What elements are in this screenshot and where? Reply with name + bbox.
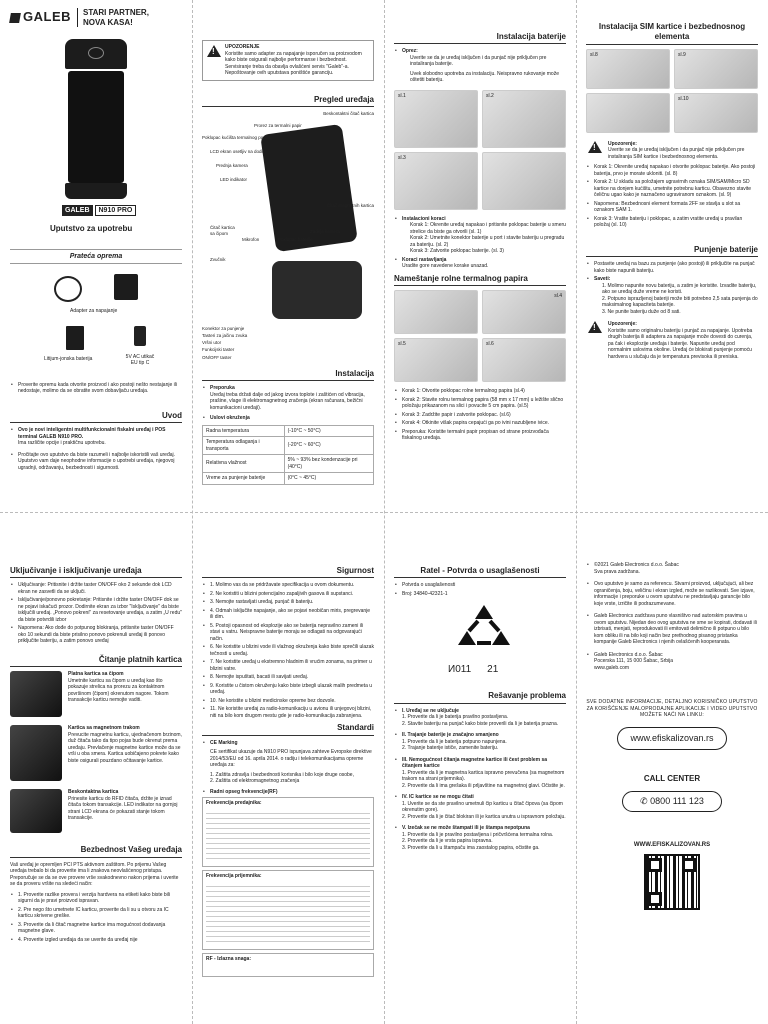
card-name: Kartica sa magnetnom trakom [68, 725, 140, 732]
sim-title: Instalacija SIM kartice i bezbednosnog elementa [586, 22, 758, 45]
efiskalizovan-link[interactable]: www.efiskalizovan.rs [617, 727, 727, 751]
safety-item: • 3. Nemojte rastavljati uređaj, punjač ili bateriju. [202, 599, 374, 606]
label-5: LED indikator [220, 176, 248, 182]
power-item: • Uključivanje: Pritisnite i držite taster ON/OFF oko 2 sekunde dok LCD ekran ne zasvetli da se uključi. [10, 582, 182, 595]
paper-note: • Preporuka: Koristite termalni papir propisan od strane proizvođača fiskalnog uređaja. [394, 429, 566, 442]
trouble-group [394, 708, 566, 728]
safety-item: • 4. Odmah isključite napajanje, ako se pojavi neobičan miris, pregrevanje ili dim. [202, 608, 374, 621]
fig-label: sl.5 [398, 341, 406, 348]
plug-image [134, 326, 146, 346]
charging-tip: 1. Molimo napunite novu bateriju, a zatim je koristite. Izvadite bateriju, ako se uređaj duže vreme ne koristi. [602, 282, 757, 296]
trouble-item: 2. Trajanje baterije ističe, zamenite bateriju. [402, 745, 499, 752]
card-item [10, 725, 182, 781]
model-prefix: GALEB [62, 205, 93, 216]
ce-text: CE sertifikat ukazuje da N910 PRO ispunjava zahteve Evropske direktive 2014/53/EU od 16. aprila 2014. o radiju i telekomunikacijama opreme uređaja za: [210, 749, 372, 769]
trouble-group-title: • I. Uređaj se ne uključuje [402, 707, 459, 714]
qr-finder [648, 858, 662, 872]
fig-label: sl.2 [486, 92, 494, 99]
legal-contact [586, 652, 758, 672]
warning-box [202, 40, 374, 81]
battery-image [66, 326, 84, 350]
intro-p2: • Pročitajte ovo uputstvo da biste razumeli i najbolje iskoristili vaš uređaj. Uputstvo vam daje neophodne informacije o upotrebi uređaja, njegovoj ugradnji, održavanju, bezbednosti i sigurnosti. [10, 452, 182, 472]
battery-caution [394, 48, 566, 84]
paper-fig-4 [482, 338, 566, 382]
label-14: Vršni utor [202, 340, 222, 346]
sim-warning-text: Uverite se da je uređaj isključen i da punjač nije priključen pre instaliranja SIM kartice i bezbednosnog elementa. [608, 147, 745, 160]
adapter-image [114, 274, 138, 300]
qr-title: WWW.EFISKALIZOVAN.RS [633, 842, 711, 849]
standards-list [202, 740, 374, 796]
accessories-note-list [10, 382, 182, 395]
battery-caution-1: Uverite se da je uređaj isključen i da punjač nije priključen pre instaliranja baterije. [410, 54, 547, 68]
rf-box-3 [202, 953, 374, 977]
intro-p1b: Ima različite opcije i praktičnu upotrebu. [18, 440, 106, 447]
qr-code[interactable] [644, 854, 700, 910]
charging-tip: 2. Potpuno isprazljenoj bateriji može biti potrebno 2,5 sata punjenja do maksimalnog kapaciteta baterije. [602, 295, 758, 309]
battery-step: Korak 3: Zatvorite poklopac baterije. (sl. 3) [410, 248, 504, 255]
charging-tips-title: Saveti: [594, 276, 611, 283]
battery-fig-4 [482, 152, 566, 210]
paper-step: • Korak 2: Stavite rolnu termalnog papira (58 mm x 17 mm) u ležište slično položaju prikazanom na slici i povucite 5 cm papira. (sl.5) [394, 397, 566, 410]
safety-item: • 10. Ne koristite u blizini medicinske opreme bez dozvole. [202, 698, 374, 705]
env-cell: Radna temperatura [203, 425, 285, 437]
env-cell: (-20°C ~ 60°C) [284, 437, 373, 455]
safety-list [202, 582, 374, 719]
power-panel [0, 512, 192, 1024]
ratel-mark-text [448, 663, 498, 676]
legal-p2: • Galeb Electronics zadržava puno vlasništvo nad autorskim pravima u ovom uputstvu. Nijedan deo ovog uputstva ne sme se kopirati, dodavati ili izbrisati, menjati, reprodukovati ili emitovati delimično ili potpuno u bilo kom obliku ili na bilo koji način bez prethodnog pisanog pristanka kompanije Galeb Electronics i njenih ovlašćenih kooperanata. [586, 613, 758, 646]
power-item: • Isključivanje/ponovno pokretanje: Pritisnite i držite taster ON/OFF dok se ne pojavi iskačući prozor. Dodirnite ekran za izbor "Isključivanje" da biste isključili uređaj. „Ponovo pokreni" za resetovanje uređaja, a zatim „U redu" da biste potvrdili izbor [10, 597, 182, 623]
label-13: Tasteri za jačinu zvuka [202, 333, 248, 339]
battery-caution-title: Oprez: [402, 48, 418, 55]
promo-text: SVE DODATNE INFORMACIJE, DETALJNO KORISNIČKO UPUTSTVO ZA KORIŠĆENJE MALOPRODAJNE APLIKACIJE I VIDEO UPUTSTVO MOŽETE NAĆI NA LINKU: [586, 699, 758, 718]
card-item [10, 789, 182, 833]
install-title: Instalacija [202, 369, 374, 381]
battery-images [394, 90, 566, 210]
charging-title: Punjenje baterije [586, 245, 758, 257]
trouble-group [394, 757, 566, 790]
security-item: • 1. Proverite razlike provera i verzija hardvera na etiketi kako biste bili sigurni da je pravi proizvod ispravan. [10, 892, 182, 905]
phone-number: 0800 111 123 [650, 795, 704, 806]
safety-item: • 6. Ne koristite u blizini vode ili vlažnog okruženja kako biste sprečili ulazak tečnosti u uređaj. [202, 644, 374, 657]
qr-finder [648, 892, 662, 906]
company-address: Pocerska 111, 15 000 Šabac, Srbija [594, 658, 674, 664]
battery-fig-2 [482, 90, 566, 148]
paper-images [394, 290, 566, 382]
battery-step: Korak 2: Umetnite konektor baterije u port i stavite bateriju u pregradu za bateriju. (sl. 2) [410, 235, 565, 248]
cover-subtitle: Uputstvo za upotrebu [50, 224, 133, 234]
env-cell: Temperatura odlaganja i transporta [203, 437, 285, 455]
accessories-images [10, 268, 182, 378]
model-line [62, 205, 182, 216]
battery-step: Korak 1: Okrenite uređaj napakao i pritisnite poklopac baterije u smeru strelice da biste ga otvorili (sl. 1) [410, 222, 566, 235]
battery-caution-list [394, 48, 566, 84]
model-name: N910 PRO [95, 205, 137, 216]
env-cell: Relativna vlažnost [203, 455, 285, 473]
intro-p1 [10, 427, 182, 447]
env-row [203, 455, 374, 473]
rf-box-1 [202, 797, 374, 867]
legal-p1: • Ovo uputstvo je samo za referencu. Stvarni proizvod, uključujući, ali bez ograničenja, boju, veličinu i ekran izgled, može se razlikovati. Sve izjave, informacije i preporuke u ovom uputstvu ne predstavljaju garancije bilo koje vrste, izričite ili podrazumevane. [586, 581, 758, 607]
fig-label: sl.9 [678, 51, 686, 58]
brand-tagline: STARI PARTNER, NOVA KASA! [77, 8, 152, 27]
security-title: Bezbednost Vašeg uređaja [10, 845, 182, 857]
sim-panel [576, 0, 768, 512]
charging-warning [586, 321, 758, 360]
call-center-title: CALL CENTER [643, 774, 701, 784]
label-9: Zadnja kamera [310, 228, 341, 234]
battery-remove-text: Uradite gore navedene korake unazad. [402, 263, 489, 270]
card-name: Platna kartica sa čipom [68, 671, 124, 678]
label-3: LCD ekran osetljiv na dodir [210, 148, 265, 154]
trouble-group [394, 732, 566, 752]
magnetic-card-image [10, 725, 62, 781]
warning-icon [588, 141, 602, 153]
intro-title: Uvod [10, 411, 182, 423]
env-row [203, 425, 374, 437]
battery-fig-1 [394, 90, 478, 148]
sim-fig-1 [586, 49, 670, 89]
label-6: Čitač magnetnih kartica [326, 202, 374, 208]
paper-title: Nameštanje rolne termalnog papira [394, 274, 566, 286]
sim-step: • Korak 1: Okrenite uređaj napakao i otvorite poklopac baterije. Ako postoji baterija, prvo je morate ukloniti. (sl. 8) [586, 164, 758, 177]
label-15: Funkcijski taster [202, 347, 235, 353]
install-prep-title: Preporuka [210, 385, 235, 392]
env-cell: Vreme za punjenje baterije [203, 473, 285, 485]
env-cell: (0°C ~ 45°C) [284, 473, 373, 485]
ratel-year: 21 [487, 664, 499, 676]
env-row [203, 473, 374, 485]
fig-label: sl.4 [554, 293, 562, 300]
fig-label: sl.3 [398, 154, 406, 161]
card-text [68, 671, 182, 717]
sim-warning-title: Upozorenje: [608, 140, 637, 147]
install-env [202, 415, 374, 422]
troubleshooting-title: Rešavanje problema [394, 691, 566, 703]
paper-fig-3 [394, 338, 478, 382]
trouble-item: 2. Proverite da li je čitač blokiran ili je kartica unutra u ispravnom položaju. [402, 813, 566, 820]
qr-finder [682, 858, 696, 872]
paper-fig-2 [482, 290, 566, 334]
charging-warning-title: Upozorenje: [608, 321, 637, 328]
ce-title: CE Marking [210, 739, 238, 746]
card-text [68, 725, 182, 781]
safety-item: • 2. Ne koristiti u blizini potencijalno zapaljivih gasova ili supstanci. [202, 591, 374, 598]
legal-panel [576, 512, 768, 1024]
battery-remove [394, 257, 566, 270]
overview-device-back [272, 261, 362, 319]
ratel-item: • Broj: 34840-42321-1 [394, 591, 566, 598]
install-prep-text: Uređaj treba držati dalje od jakog izvora toplote i zaštićen od vibracija, prašine, vlage ili elektromagnetnog zračenja (ekran računara, bežični komunikacioni uređaji). [210, 391, 365, 411]
ratel-panel [384, 512, 576, 1024]
battery-steps-list [394, 216, 566, 270]
rf-lines [206, 882, 370, 944]
charging-list [586, 261, 758, 315]
battery-panel [384, 0, 576, 512]
ce-marking [202, 740, 374, 785]
trouble-item: 2. Stavite bateriju na punjač kako biste proverili da li je baterija prazna. [402, 720, 559, 727]
trouble-item: 2. Proverite da li ima grešaka ili prljavštine na magnetnoj glavi. Očistite je. [402, 782, 565, 789]
card-desc: Umetnite karticu sa čipom u uređaj kao što pokazuje strelica na prorezu za kontaktnom površinom (čipom) okrenutom nagore. Tokom transakcije karticu nemojte vaditi. [68, 677, 169, 704]
label-7: Čitač kartica sa čipom [210, 224, 235, 236]
trouble-item: 3. Proverite da li u štampaču ima zaostalog papira, očistite ga. [402, 844, 540, 851]
ratel-list [394, 582, 566, 597]
copyright-text: ©2021 Galeb Electronics d.o.o. Šabac [594, 562, 679, 568]
install-list [202, 385, 374, 422]
charging-tip: 3. Ne punite bateriju duže od 8 sati. [602, 308, 681, 315]
trouble-group-title: • III. Nemogućnost čitanja magnetne kartice ili čest problem sa čitanjem kartice [402, 756, 548, 770]
legal-copyright [586, 562, 758, 575]
install-prep [202, 385, 374, 411]
safety-item: • 5. Postoji opasnost od eksplozije ako se baterija nepravilno zameni ili stavi u vatru. Neispravne baterije moraju se odlagati na odgovarajući način. [202, 623, 374, 643]
sim-fig-2 [674, 49, 758, 89]
trouble-item: 1. Proverite da li je magnetna kartica ispravno prevučena (sa magnetnom trakom na strani prijemnika). [402, 769, 565, 783]
ce-item: 2. Zaštita od elektromagnetnog zračenja [210, 778, 300, 785]
trouble-item: 1. Uverite se da ste pravilno umetnuli čip karticu u čitač čipova (sa čipom okrenutim gore). [402, 800, 563, 814]
cover-panel [0, 0, 192, 512]
overview-device-front [260, 124, 358, 252]
trouble-list [394, 708, 566, 852]
accessory-label-battery: Litijum-jonska baterija [44, 355, 93, 362]
phone-icon: ✆ [640, 795, 648, 806]
rights-text: Sva prava zadržana. [594, 568, 640, 575]
contactless-card-image [10, 789, 62, 833]
overview-side-labels [202, 325, 374, 361]
label-16: ON/OFF taster [202, 354, 232, 360]
safety-item: • 11. Ne koristite uređaj za radio-komunikaciju u avionu ili unjegovoj blizini, niti na bilo kom drugom mestu gde je radio-komunikacija zabranjena. [202, 706, 374, 719]
ratel-mark [394, 601, 566, 685]
sim-step: • Korak 3: Vratite bateriju i poklopac, a zatim vratite uređaj u pravilan položaj (sl. 10) [586, 216, 758, 229]
accessories-title: Prateća oprema [10, 249, 182, 264]
standards-title: Standardi [202, 723, 374, 735]
company-web: www.galeb.com [594, 664, 630, 671]
overview-diagram [202, 111, 374, 321]
galeb-logo-icon [9, 13, 21, 23]
card-item [10, 671, 182, 717]
label-4: Prednja kamera [216, 162, 248, 168]
cards-title: Čitanje platnih kartica [10, 655, 182, 667]
security-list [10, 892, 182, 944]
label-0: Beskontaktni čitač kartica [323, 110, 374, 116]
galeb-logo-text: GALEB [23, 9, 71, 25]
power-list [10, 582, 182, 645]
device-screen [68, 71, 124, 183]
trouble-item: 1. Proverite da li je baterija potpuno napunjena. [402, 738, 507, 745]
fig-label: sl.1 [398, 92, 406, 99]
safety-item: • 1. Molimo vas da se pridržavate specifikacija u ovom dokumentu. [202, 582, 374, 589]
sim-step: • Napomena: Bezbednosni element formata 2FF se stavlja u slot sa oznakom SAM 1. [586, 201, 758, 214]
install-env-title: Uslovi okruženja [210, 415, 250, 422]
power-title: Uključivanje i isključivanje uređaja [10, 566, 182, 578]
phone-button[interactable] [622, 791, 722, 813]
card-text [68, 789, 182, 833]
label-10: Poklopac baterije [278, 236, 313, 242]
security-item: • 4. Proverite izgled uređaja da se uverite da uređaj nije [10, 937, 182, 944]
env-row [203, 437, 374, 455]
power-item: • Napomena: Ako dođe do potpunog blokiranja, pritisnite taster ON/OFF oko 10 sekundi da biste prisilno ponovo pokrenuli uređaj ili ponovo priključite bateriju, a zatim ponovo uređaj [10, 625, 182, 645]
ratel-item: • Potvrda o usaglašenosti [394, 582, 566, 589]
battery-fig-3 [394, 152, 478, 210]
trouble-group [394, 794, 566, 820]
trouble-item: 1. Proverite da li je pravilno postavljena i pričvršćena termalna rolna. [402, 831, 554, 838]
galeb-logo [10, 9, 71, 26]
trouble-item: 2. Proverite da li je vrsta papira ispravna. [402, 838, 493, 845]
rf-range [202, 789, 374, 796]
warning-text: Koristite samo adapter za napajanje isporučen sa proizvodom kako biste osigurali najbolje performanse i bezbednost. Servisiranje treba da obavlja ovlašćeni servis "Galeb"-a. Nepoštovanje ovih uputstava poništiće garanciju. [225, 50, 362, 76]
company-name: • Galeb Electronics d.o.o. Šabac [594, 651, 663, 658]
battery-steps-title: Instalacioni koraci [402, 215, 446, 222]
safety-item: • 7. Ne koristite uređaj u ekstremno hladnim ili vrućim zonama, na primer u blizini vatre. [202, 659, 374, 672]
overview-panel [192, 0, 384, 512]
safety-item: • 8. Nemojte ispuštati, bacati ili savijati uređaj. [202, 674, 374, 681]
accessory-label-plug: 5V AC utikač EU tip C [125, 353, 155, 367]
device-bottom [65, 183, 127, 199]
accessory-label-adapter: Adapter za napajanje [70, 307, 118, 314]
safety-item: • 9. Koristite u čistom okruženju kako biste izbegli ulazak malih predmeta u uređaj. [202, 683, 374, 696]
intro-list [10, 427, 182, 471]
intro-p1-text: Ovo je novi inteligentni multifunkcionalni fiskalni uređaj i POS terminal GALEB N910 PRO. [18, 427, 166, 440]
battery-remove-title: Koraci rastavljanja [402, 256, 447, 263]
label-12: Konektor za punjenje [202, 325, 245, 331]
overview-title: Pregled uređaja [202, 95, 374, 107]
battery-steps [394, 216, 566, 255]
trouble-group [394, 825, 566, 851]
trouble-group-title: • II. Trajanje baterije je značajno smanjeno [402, 732, 499, 739]
ratel-title: Ratel - Potvrda o usaglašenosti [394, 566, 566, 578]
fig-label: sl.10 [678, 95, 689, 102]
safety-title: Sigurnost [202, 566, 374, 578]
trouble-group-title: • V. Izečak se ne može štampati ili je štampa nepotpuna [402, 825, 530, 832]
label-11: Zvučnik [210, 256, 226, 262]
trouble-item: 1. Proverite da li je baterija pravilno postavljena. [402, 714, 509, 721]
sim-warning [586, 141, 758, 161]
paper-fig-1 [394, 290, 478, 334]
label-8: Mikrofon [242, 236, 260, 242]
device-top [65, 39, 127, 69]
security-item: • 2. Pre nego što umetnete IC karticu, proverite da li su u otvoru za IC karticu skrivene greške. [10, 907, 182, 920]
env-cell: 5% ~ 93% bez kondenzacije pri (40°C) [284, 455, 373, 473]
rf-lines [206, 809, 370, 861]
env-cell: (-10°C ~ 50°C) [284, 425, 373, 437]
brand-header [10, 8, 182, 27]
paper-step: • Korak 3: Zadržite papir i zatvorite poklopac. (sl.6) [394, 412, 566, 419]
sim-fig-3 [586, 93, 670, 133]
card-desc: Prevucite magnetnu karticu, ujednačenom brzinom, duž čitača tako da tipo pojas bude okrenut prema uređaju. Prevlačenje magnetne kartice može da se vrši u oba smera. Kartica uobičajeno pokrete kako biste osigurali pouzdano očitavanje kartice. [68, 731, 182, 764]
paper-steps-list [394, 388, 566, 442]
sim-step: • Korak 2: U skladu sa položajem ugravirnih oznaka SIM/SAM/Micro SD kartice na donjem kućištu, umetnite potrebnu karticu. Obavezno stavite čeličnu ugao kako je naznačeno ugraviranom oznakom. (sl. 9) [586, 179, 758, 199]
sim-images [586, 49, 758, 133]
warning-icon [588, 321, 602, 333]
battery-title: Instalacija baterije [394, 32, 566, 44]
paper-step: • Korak 4: Otkinite višak papira cepajući ga po ivini nazubljene ivice. [394, 420, 566, 427]
ratel-code: И011 [448, 664, 472, 676]
env-table [202, 425, 374, 485]
card-desc: Prinesite karticu do RFID čitača, držite je iznad čitača tokom transakcije. LED indikator na gornjoj strani LCD ekrana će pokazati stanje tokom transakcije. [68, 795, 178, 822]
ce-item: 1. Zaštita zdravlja i bezbednosti korisnika i bilo koje druge osobe, [210, 771, 354, 778]
charging-warning-text: Koristite samo originalnu bateriju i punjač za napajanje. Upotreba drugih baterija ili adaptera za napajanje može dovesti do curenja, pa čak i eksplozije uređaja i baterije. Napunite uređaj pod normalnim uslovima okoline. Uređaj će blokirati punjenje pomoću hardvera u slučaju da je temperatura previsoka ili preniska. [608, 327, 753, 360]
sim-steps-list [586, 164, 758, 229]
charging-tips [586, 276, 758, 315]
security-item: • 3. Proverite da li čitač magnetne kartice ima mogućnost dodavanja magnetne glave. [10, 922, 182, 935]
fig-label: sl.8 [590, 51, 598, 58]
ratel-triangle-icon [449, 601, 519, 663]
warning-title: UPOZORENJE [225, 44, 260, 50]
sim-fig-4 [674, 93, 758, 133]
label-2: Poklopac kućišta termalnog papira [202, 134, 271, 140]
cable-image [54, 276, 82, 302]
security-intro: Vaš uređaj je opremljen PCI PTS aktivnom zaštitom. Po prijemu Vašeg uređaja trebalo bi da proverite ima li znakova neovlašćenog pristupa. Preporučuje se da se ove provere vrše svakodnevno nakon prijema i uverite se da proveru vršite na sledeći način: [10, 861, 179, 888]
rf-box-2 [202, 870, 374, 950]
charging-p1: • Postavite uređaj na bazu za punjenje (ako postoji) ili priključite na punjač kako biste napunili bateriju. [586, 261, 758, 274]
battery-caution-2: Uvek slobodno upotreba za instalaciju. Neispravno rukovanje može oštetiti bateriju. [410, 70, 559, 84]
warning-icon [207, 45, 221, 57]
rf-box-title: Frekvencija prijemnika: [206, 873, 262, 880]
paper-step: • Korak 1: Otvorite poklopac rolne termalnog papira (sl.4) [394, 388, 566, 395]
device-image [65, 39, 127, 199]
rf-box-title: RF - Izlazna snaga: [206, 956, 252, 963]
accessories-note: • Proverite opremu kada otvorite proizvod i ako postoji nešto nestajanje ili nedostaje, molimo da se obratite svom dobavljaču uređaja. [10, 382, 182, 395]
fig-label: sl.6 [486, 341, 494, 348]
legal-list [586, 562, 758, 671]
label-1: Prorez za termalni papir [254, 122, 302, 128]
contactless-icon [88, 47, 104, 59]
rf-box-title: Frekvencija predajnika: [206, 800, 262, 807]
trouble-group-title: • IV. IC kartice se ne mogu čitati [402, 794, 474, 801]
safety-panel [192, 512, 384, 1024]
chip-card-image [10, 671, 62, 717]
card-name: Beskontaktna kartica [68, 789, 119, 796]
rf-title: Radni opseg frekvencije(RF) [210, 788, 278, 795]
